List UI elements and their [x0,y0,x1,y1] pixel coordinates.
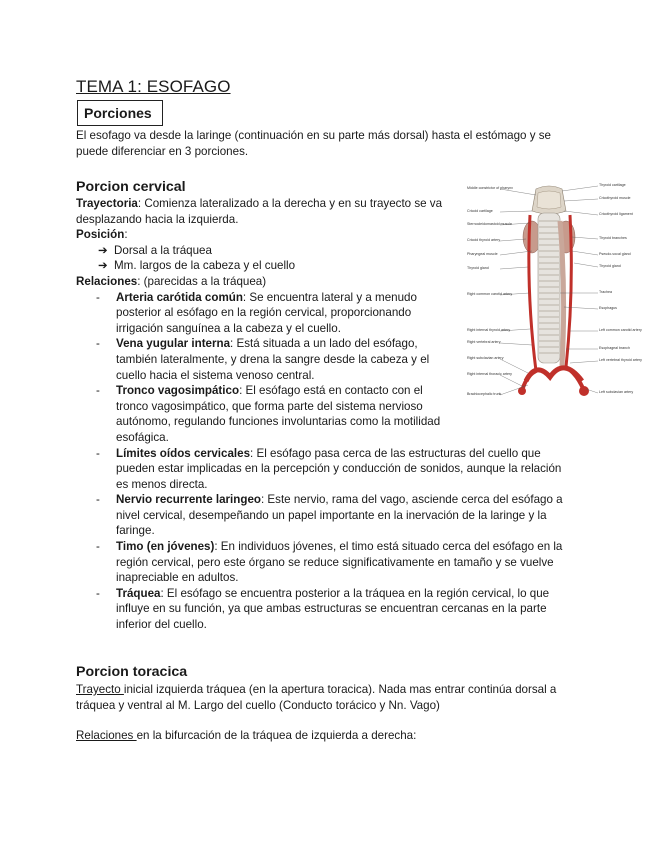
relation-text: : En individuos jóvenes, el timo está situado cerca del esófago en la región cervical, pero este órgano se reduce significativamente en tamaño y se vuelve inapreciable en adultos. [116,540,563,585]
dash-bullet: - [96,540,100,554]
figure-right-labels [599,183,642,394]
figure-label: Right internal thyroid artery [467,328,511,332]
figure-label: Right vertebral artery [467,340,501,344]
figure-label: Thyroid branches [599,236,627,240]
posicion-label: Posición [76,228,125,242]
arrow-icon: ➔ [98,259,108,273]
relation-item [76,539,576,586]
figure-label: Left vertebral thyroid artery [599,358,642,362]
figure-label: Cricoid thyroid artery [467,238,501,242]
relation-text: : Este nervio, rama del vago, asciende cerca del esófago a nivel cervical, desempeñando un papel importante en la inervación de la laringe y la faringe. [116,493,563,538]
esophagus-anatomy-figure [466,181,642,403]
figure-label: Cricoid cartilage [467,209,493,213]
page-title: TEMA 1: ESOFAGO [76,77,231,96]
relation-term: Timo (en jóvenes) [116,540,215,554]
section-box-porciones: Porciones [77,100,163,126]
figure-label: Right common carotid artery [467,292,513,296]
relation-text: : Se encuentra lateral y a menudo posterior al esófago en la región cervical, proporcionando irrigación sanguínea a la cabeza y el cuello. [116,290,417,335]
relation-text: : El esófago está en contacto con el tronco vagosimpático, que forma parte del sistema nervioso autónomo, regulando funciones involuntarias como la motilidad esofágica. [116,384,441,444]
relation-item [76,336,436,383]
dash-bullet: - [96,586,100,600]
relation-term: Límites oídos cervicales [116,446,251,460]
posicion-item-1: Mm. largos de la cabeza y el cuello [114,259,296,273]
figure-label: Cricothyroid muscle [599,196,631,200]
intro-paragraph: El esofago va desde la laringe (continuación en su parte más dorsal) hasta el estómago y se puede diferenciar en 3 porciones. [76,129,551,158]
relation-term: Tráquea [116,586,161,600]
figure-label: Brachiocephalic trunk [467,392,502,396]
relation-term: Tronco vagosimpático [116,384,240,398]
relation-text: : Está situada a un lado del esófago, también lateralmente, y drena la sangre desde la cabeza y el cuello hacia el sistema venoso central. [116,337,430,382]
trayectoria-label: Trayectoria [76,197,138,210]
figure-left-labels [467,186,513,396]
figure-label: Thyroid gland [599,264,621,268]
toracica-section-body [76,682,576,758]
heading-porcion-toracica: Porcion toracica [76,664,188,680]
dash-bullet: - [96,493,100,507]
trayecto-paragraph [76,682,576,714]
relation-term: Arteria carótida común [116,290,243,304]
figure-label: Middle constrictor of pharynx [467,186,513,190]
arrow-icon: ➔ [98,243,108,257]
dash-bullet: - [96,337,100,351]
figure-label: Right subclavian artery [467,356,504,360]
trayectoria-text: : Comienza lateralizado a la derecha y en su trayecto se va desplazando hacia la izquierda. [76,197,443,226]
relaciones-text: : (parecidas a la tráquea) [137,274,267,288]
figure-label: Esophagus [599,306,617,310]
heading-porcion-cervical: Porcion cervical [76,179,186,195]
relation-text: : El esófago se encuentra posterior a la tráquea en la región cervical, lo que influye en su función, ya que ambas estructuras se encuentran cercanas en la parte inferior del cuello. [116,586,550,632]
figure-label: Pseudo-vocal gland [599,252,631,256]
figure-label: Trachea [599,290,613,294]
figure-label: Esophageal branch [599,346,630,350]
relation-item [76,290,422,337]
figure-label: Thyroid cartilage [599,183,626,187]
relation-item [76,383,452,445]
relaciones-toracica-paragraph [76,728,576,744]
dash-bullet: - [96,384,100,398]
posicion-colon: : [124,228,128,242]
figure-label: Sternocleidomastoid muscle [467,222,512,226]
trayecto-label: Trayecto [76,683,124,696]
relaciones-label: Relaciones [76,274,138,288]
dash-bullet: - [96,290,100,304]
dash-bullet: - [96,446,100,460]
relaciones-toracica-text: en la bifurcación de la tráquea de izquierda a derecha: [136,729,417,742]
trayectoria-paragraph [76,196,446,227]
posicion-item-0: Dorsal a la tráquea [114,243,212,257]
relaciones-toracica-label: Relaciones [76,729,137,742]
relation-text: : El esófago pasa cerca de las estructuras del cuello que pueden estar implicadas en la percepción y conducción de sonidos, aunque la relación es menos directa. [116,446,562,491]
relation-term: Vena yugular interna [116,337,231,351]
relation-term: Nervio recurrente laringeo [116,493,261,507]
figure-label: Left subclavian artery [599,390,634,394]
figure-label: Pharyngeal muscle [467,252,498,256]
figure-label: Right internal thoracic artery [467,372,512,376]
relation-item [76,586,576,633]
relation-item [76,446,576,493]
figure-label: Cricothyroid ligament [599,212,633,216]
relation-item [76,492,576,539]
trayecto-text: inicial izquierda tráquea (en la apertura toracica). Nada mas entrar continúa dorsal a tráquea y ventral al M. Largo del cuello (Conducto torácico y Nn. Vago) [76,683,557,712]
figure-label: Thyroid gland [467,266,489,270]
figure-label: Left common carotid artery [599,328,642,332]
